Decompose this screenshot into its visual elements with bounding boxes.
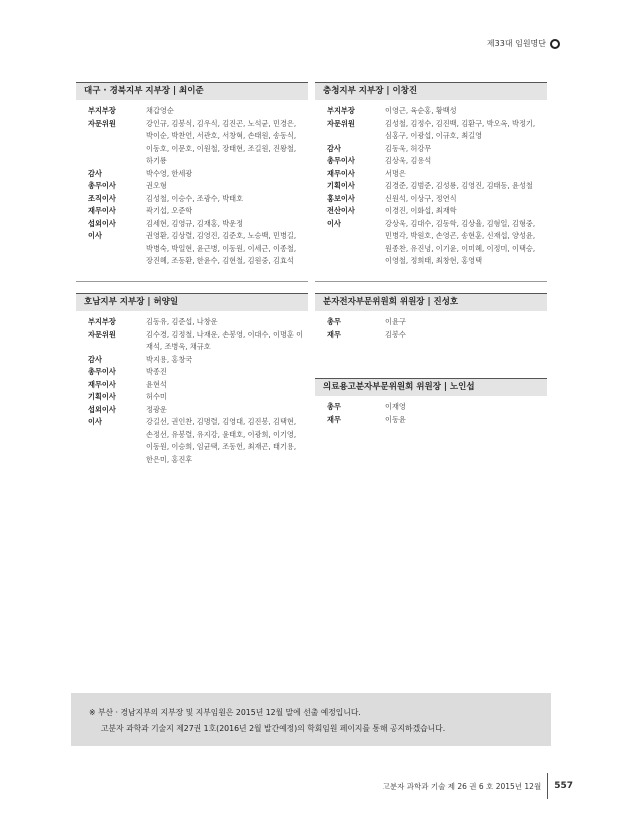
role-row — [76, 230, 308, 268]
role-label: 총무이사 — [327, 156, 355, 165]
member-names: 허수미 — [146, 392, 167, 401]
role-label: 이사 — [88, 417, 102, 426]
role-label: 이사 — [88, 231, 102, 240]
role-label: 기획이사 — [327, 181, 355, 190]
role-label: 홍보이사 — [327, 193, 355, 203]
role-row — [76, 218, 308, 231]
role-row — [315, 316, 547, 329]
member-names: 김봉수 — [385, 329, 406, 339]
member-names: 이윤구 — [385, 317, 406, 326]
role-row — [76, 118, 308, 168]
role-label: 재무 — [327, 414, 341, 424]
role-list — [315, 311, 547, 341]
role-row — [315, 105, 547, 118]
role-label: 감사 — [88, 168, 102, 178]
member-names: 이재영 — [385, 402, 406, 411]
role-row — [76, 316, 308, 329]
role-row — [76, 354, 308, 367]
section-divider — [315, 281, 547, 282]
role-row — [315, 329, 547, 342]
role-label: 자문위원 — [327, 118, 355, 128]
section-title: 의료용고분자부문위원회 위원장 | 노인섭 — [315, 378, 547, 396]
role-label: 총무 — [327, 317, 341, 326]
role-label: 부지부장 — [88, 317, 116, 326]
member-names: 강길선, 권인찬, 김명렬, 김영대, 김진봉, 김택현, 손정선, 유봉렬, 유지강, 윤태호, 이광희, 이기영, 이동원, 이승희, 임균택, 조동헌, 최재곤, 태기용, 한은미, 홍진후 — [146, 417, 297, 464]
member-names: 권오형 — [146, 181, 167, 190]
role-row — [315, 218, 547, 268]
member-names: 이영근, 육순홍, 황백성 — [385, 106, 457, 115]
section-title: 분자전자부문위원회 위원장 | 진성호 — [315, 293, 547, 311]
section-title: 대구 · 경북지부 지부장 | 최이준 — [76, 82, 308, 100]
notice-line-1: ※ 부산 · 경남지부의 지부장 및 지부임원은 2015년 12월 말에 선출 예정입니다. — [89, 708, 361, 717]
role-row — [76, 193, 308, 206]
member-names: 강상욱, 김대수, 김동학, 김상율, 김형일, 김형중, 민병각, 박원호, 손영곤, 송현훈, 신재섭, 양성윤, 원종찬, 유진녕, 이기윤, 이미혜, 이정미, 이택승, 이영철, 정희태, 최창현, 홍영택 — [385, 218, 536, 265]
role-row — [315, 118, 547, 143]
role-row — [76, 366, 308, 379]
section-medical-polymer — [315, 378, 547, 426]
section-daegu — [76, 82, 308, 268]
member-names: 김성철, 이승수, 조광수, 박태호 — [146, 193, 244, 203]
role-label: 기획이사 — [88, 392, 116, 401]
section-chungcheong — [315, 82, 547, 268]
role-label: 재무 — [327, 329, 341, 339]
header-label: 제33대 임원명단 — [486, 39, 546, 48]
notice-line-2: 고분자 과학과 기술지 제27권 1호(2016년 2월 발간예정)의 학회임원 페이지를 통해 공지하겠습니다. — [101, 724, 446, 733]
role-label: 감사 — [88, 354, 102, 364]
member-names: 이경진, 이화섭, 최재학 — [385, 206, 457, 215]
role-label: 감사 — [327, 143, 341, 153]
member-names: 김동유, 김준섭, 나창운 — [146, 317, 218, 326]
member-names: 정광운 — [146, 404, 167, 414]
page-number: 557 — [554, 781, 573, 791]
section-title: 충청지부 지부장 | 이창진 — [315, 82, 547, 100]
role-row — [315, 414, 547, 427]
member-names: 이동윤 — [385, 414, 406, 424]
member-names: 박지용, 홍창국 — [146, 354, 193, 364]
role-row — [315, 155, 547, 168]
member-names: 김수경, 김정철, 나재운, 손봉영, 이대수, 이명훈 이재석, 조병욱, 채규호 — [146, 329, 304, 351]
role-label: 전산이사 — [327, 206, 355, 215]
member-names: 신원석, 이상구, 정연식 — [385, 193, 457, 203]
section-molecular-electronics — [315, 293, 547, 341]
member-names: 서명은 — [385, 168, 406, 178]
section-title: 호남지부 지부장 | 허양일 — [76, 293, 308, 311]
role-row — [76, 180, 308, 193]
role-row — [76, 168, 308, 181]
role-label: 조직이사 — [88, 193, 116, 203]
role-label: 섭외이사 — [88, 218, 116, 228]
role-list — [315, 100, 547, 268]
role-label: 총무 — [327, 402, 341, 411]
role-label: 자문위원 — [88, 329, 116, 339]
role-label: 총무이사 — [88, 181, 116, 190]
role-row — [76, 205, 308, 218]
role-row — [76, 105, 308, 118]
member-names: 김경준, 김범준, 김성룡, 김영진, 김태동, 윤성철 — [385, 181, 533, 190]
member-names: 김성철, 김정수, 김진백, 김환구, 박오옥, 박정기, 심홍구, 이광섭, 이규호, 최길영 — [385, 118, 536, 140]
section-honam — [76, 293, 308, 466]
role-list — [76, 100, 308, 268]
role-list — [76, 311, 308, 466]
page-header — [487, 38, 560, 49]
role-label: 총무이사 — [88, 367, 116, 376]
role-label: 부지부장 — [327, 106, 355, 115]
role-label: 자문위원 — [88, 118, 116, 128]
member-names: 김세현, 김영규, 김재홍, 박운정 — [146, 218, 244, 228]
role-label: 재무이사 — [88, 206, 116, 215]
role-row — [76, 391, 308, 404]
member-names: 권영환, 김상렬, 김영진, 김준호, 노승백, 민병길, 박병숙, 박일현, 윤근병, 이동원, 이세근, 이종철, 장진혜, 조동환, 한윤수, 김현철, 김원중, 김효석 — [146, 231, 297, 265]
page-footer — [383, 773, 573, 799]
notice-box — [71, 693, 551, 746]
role-label: 부지부장 — [88, 106, 116, 115]
role-row — [315, 205, 547, 218]
role-row — [315, 193, 547, 206]
role-row — [76, 416, 308, 466]
footer-divider — [547, 773, 548, 799]
role-row — [315, 180, 547, 193]
role-label: 재무이사 — [88, 379, 116, 389]
role-list — [315, 396, 547, 426]
role-row — [315, 143, 547, 156]
role-label: 재무이사 — [327, 168, 355, 178]
member-names: 박종진 — [146, 367, 167, 376]
circle-icon — [550, 39, 560, 49]
section-divider — [76, 281, 308, 282]
role-row — [315, 168, 547, 181]
member-names: 강인규, 김봉식, 김우식, 김진곤, 노석균, 민경은, 박이순, 박찬언, 서관호, 서창혁, 손태원, 송동식, 이동호, 이문호, 이원철, 장태현, 조길원, 진왕철, 하기룡 — [146, 118, 297, 165]
member-names: 박수영, 한세광 — [146, 168, 193, 178]
journal-info: 고분자 과학과 기술 제 26 권 6 호 2015년 12월 — [382, 781, 542, 791]
role-row — [76, 379, 308, 392]
member-names: 김동욱, 허강무 — [385, 143, 432, 153]
member-names: 윤현석 — [146, 379, 167, 389]
role-row — [315, 401, 547, 414]
role-row — [76, 404, 308, 417]
role-row — [76, 329, 308, 354]
member-names: 곽기섭, 오준학 — [146, 206, 193, 215]
role-label: 섭외이사 — [88, 404, 116, 414]
member-names: 채갑영순 — [146, 106, 174, 115]
member-names: 김상욱, 김용석 — [385, 156, 432, 165]
role-label: 이사 — [327, 218, 341, 228]
